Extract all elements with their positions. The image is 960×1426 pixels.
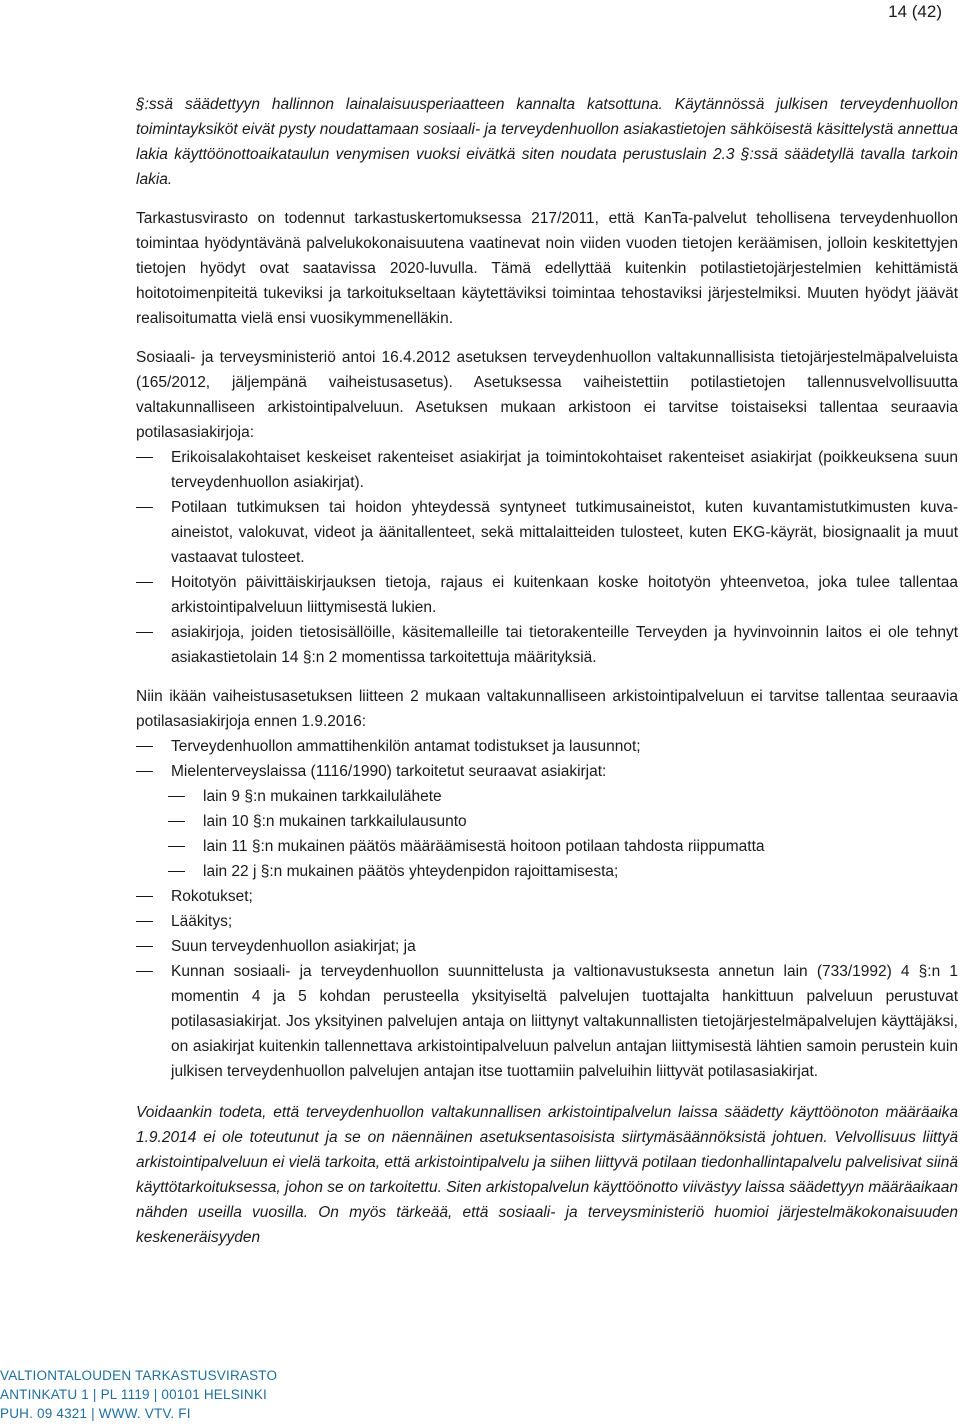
list-item: Rokotukset;: [136, 884, 958, 909]
paragraph-4: Niin ikään vaiheistusasetuksen liitteen 2 mukaan valtakunnalliseen arkistointipalveluun ei tarvitse tallentaa seuraavia potilasasiakirjoja ennen 1.9.2016:: [136, 688, 958, 730]
list-item: Terveydenhuollon ammattihenkilön antamat todistukset ja lausunnot;: [136, 734, 958, 759]
list-item: Potilaan tutkimuksen tai hoidon yhteydessä syntyneet tutkimusaineistot, kuten kuvantamistutkimusten kuva-aineistot, valokuvat, videot ja äänitallenteet, sekä mittalaitteiden tulosteet, kuten EKG-käyrät, biosignaalit ja muut vastaavat tulosteet.: [136, 495, 958, 570]
list-item: Erikoisalakohtaiset keskeiset rakenteiset asiakirjat ja toimintokohtaiset rakenteiset asiakirjat (poikkeuksena suun terveydenhuollon asiakirjat).: [136, 445, 958, 495]
document-body: [136, 92, 958, 1250]
list-item: Hoitotyön päivittäiskirjauksen tietoja, rajaus ei kuitenkaan koske hoitotyön yhteenvetoa, joka tulee tallentaa arkistointipalveluun liittymisestä lukien.: [136, 570, 958, 620]
list-item: Mielenterveyslaissa (1116/1990) tarkoitetut seuraavat asiakirjat:: [136, 759, 958, 784]
list-item: Lääkitys;: [136, 909, 958, 934]
list-item: asiakirjoja, joiden tietosisällöille, käsitemalleille tai tietorakenteille Terveyden ja hyvinvoinnin laitos ei ole tehnyt asiakastietolain 14 §:n 2 momentissa tarkoitettuja määrityksiä.: [136, 620, 958, 670]
sub-list-item: lain 9 §:n mukainen tarkkailulähete: [168, 784, 958, 809]
appendix-list-continued: [136, 884, 958, 1084]
footer-org-name: VALTIONTALOUDEN TARKASTUSVIRASTO: [0, 1368, 278, 1383]
list-item: Kunnan sosiaali- ja terveydenhuollon suunnittelusta ja valtionavustuksesta annetun lain (733/1992) 4 §:n 1 momentin 4 ja 5 kohdan perusteella yksityiseltä palvelujen tuottajalta hankittuun palveluun perustuvat potilasasiakirjat. Jos yksityinen palvelujen antaja on liittynyt valtakunnallisten tietojärjestelmäpalvelujen käyttäjäksi, on asiakirjat kuitenkin tallennettava arkistointipalveluun palvelun antajan liittymisestä lähtien samoin perustein kuin julkisen terveydenhuollon palvelujen antajan itse tuottamiin palveluihin liittyvät potilasasiakirjat.: [136, 959, 958, 1084]
footer-contact: PUH. 09 4321 | WWW. VTV. FI: [0, 1406, 191, 1421]
appendix-list: [136, 734, 958, 784]
sub-list: [136, 784, 958, 884]
sub-list-item: lain 10 §:n mukainen tarkkailulausunto: [168, 809, 958, 834]
paragraph-5: Voidaankin todeta, että terveydenhuollon valtakunnallisen arkistointipalvelun laissa säädetty käyttöönoton määräaika 1.9.2014 ei ole toteutunut ja se on näennäinen asetuksentasoisista siirtymäsäännöksistä johtuen. Velvollisuus liittyä arkistointipalveluun ei vielä tarkoita, että arkistointipalvelu ja siihen liittyvä potilaan tiedonhallintapalvelu palvelisivat siinä käyttötarkoituksessa, johon se on tarkoitettu. Siten arkistopalvelun käyttöönotto viivästyy laissa säädettyyn määräaikaan nähden useilla vuosilla. On myös tärkeää, että sosiaali- ja terveysministeriö huomioi järjestelmäkokonaisuuden keskeneräisyyden: [136, 1104, 958, 1246]
footer: [0, 1366, 277, 1423]
paragraph-3: Sosiaali- ja terveysministeriö antoi 16.4.2012 asetuksen terveydenhuollon valtakunnallisista tietojärjestelmäpalveluista (165/2012, jäljempänä vaiheistusasetus). Asetuksessa vaiheistettiin potilastietojen tallennusvelvollisuutta valtakunnalliseen arkistointipalveluun. Asetuksen mukaan arkistoon ei tarvitse toistaiseksi tallentaa seuraavia potilasasiakirjoja:: [136, 349, 958, 441]
paragraph-1: §:ssä säädettyyn hallinnon lainalaisuusperiaatteen kannalta katsottuna. Käytännössä julkisen terveydenhuollon toimintayksiköt eivät pysty noudattamaan sosiaali- ja terveydenhuollon asiakastietojen sähköisestä käsittelystä annettua lakia käyttöönottoaikataulun venymisen vuoksi eivätkä siten noudata perustuslain 2.3 §:ssä säädetyllä tavalla tarkoin lakia.: [136, 96, 958, 188]
list-item: Suun terveydenhuollon asiakirjat; ja: [136, 934, 958, 959]
exemptions-list: [136, 445, 958, 670]
page-number: 14 (42): [888, 2, 942, 21]
footer-address: ANTINKATU 1 | PL 1119 | 00101 HELSINKI: [0, 1387, 267, 1402]
sub-list-item: lain 22 j §:n mukainen päätös yhteydenpidon rajoittamisesta;: [168, 859, 958, 884]
paragraph-2: Tarkastusvirasto on todennut tarkastuskertomuksessa 217/2011, että KanTa-palvelut tehollisena terveydenhuollon toimintaa hyödyntävänä palvelukokonaisuutena vaatinevat noin viiden vuoden tietojen keräämisen, jolloin keskitettyjen tietojen hyödyt ovat saatavissa 2020-luvulla. Tämä edellyttää kuitenkin potilastietojärjestelmien kehittämistä hoitotoimenpiteitä tukeviksi ja tarkoitukseltaan käytettäviksi toimintaa tehostaviksi järjestelmiksi. Muuten hyödyt jäävät realisoitumatta vielä ensi vuosikymmenelläkin.: [136, 210, 958, 327]
sub-list-item: lain 11 §:n mukainen päätös määräämisestä hoitoon potilaan tahdosta riippumatta: [168, 834, 958, 859]
